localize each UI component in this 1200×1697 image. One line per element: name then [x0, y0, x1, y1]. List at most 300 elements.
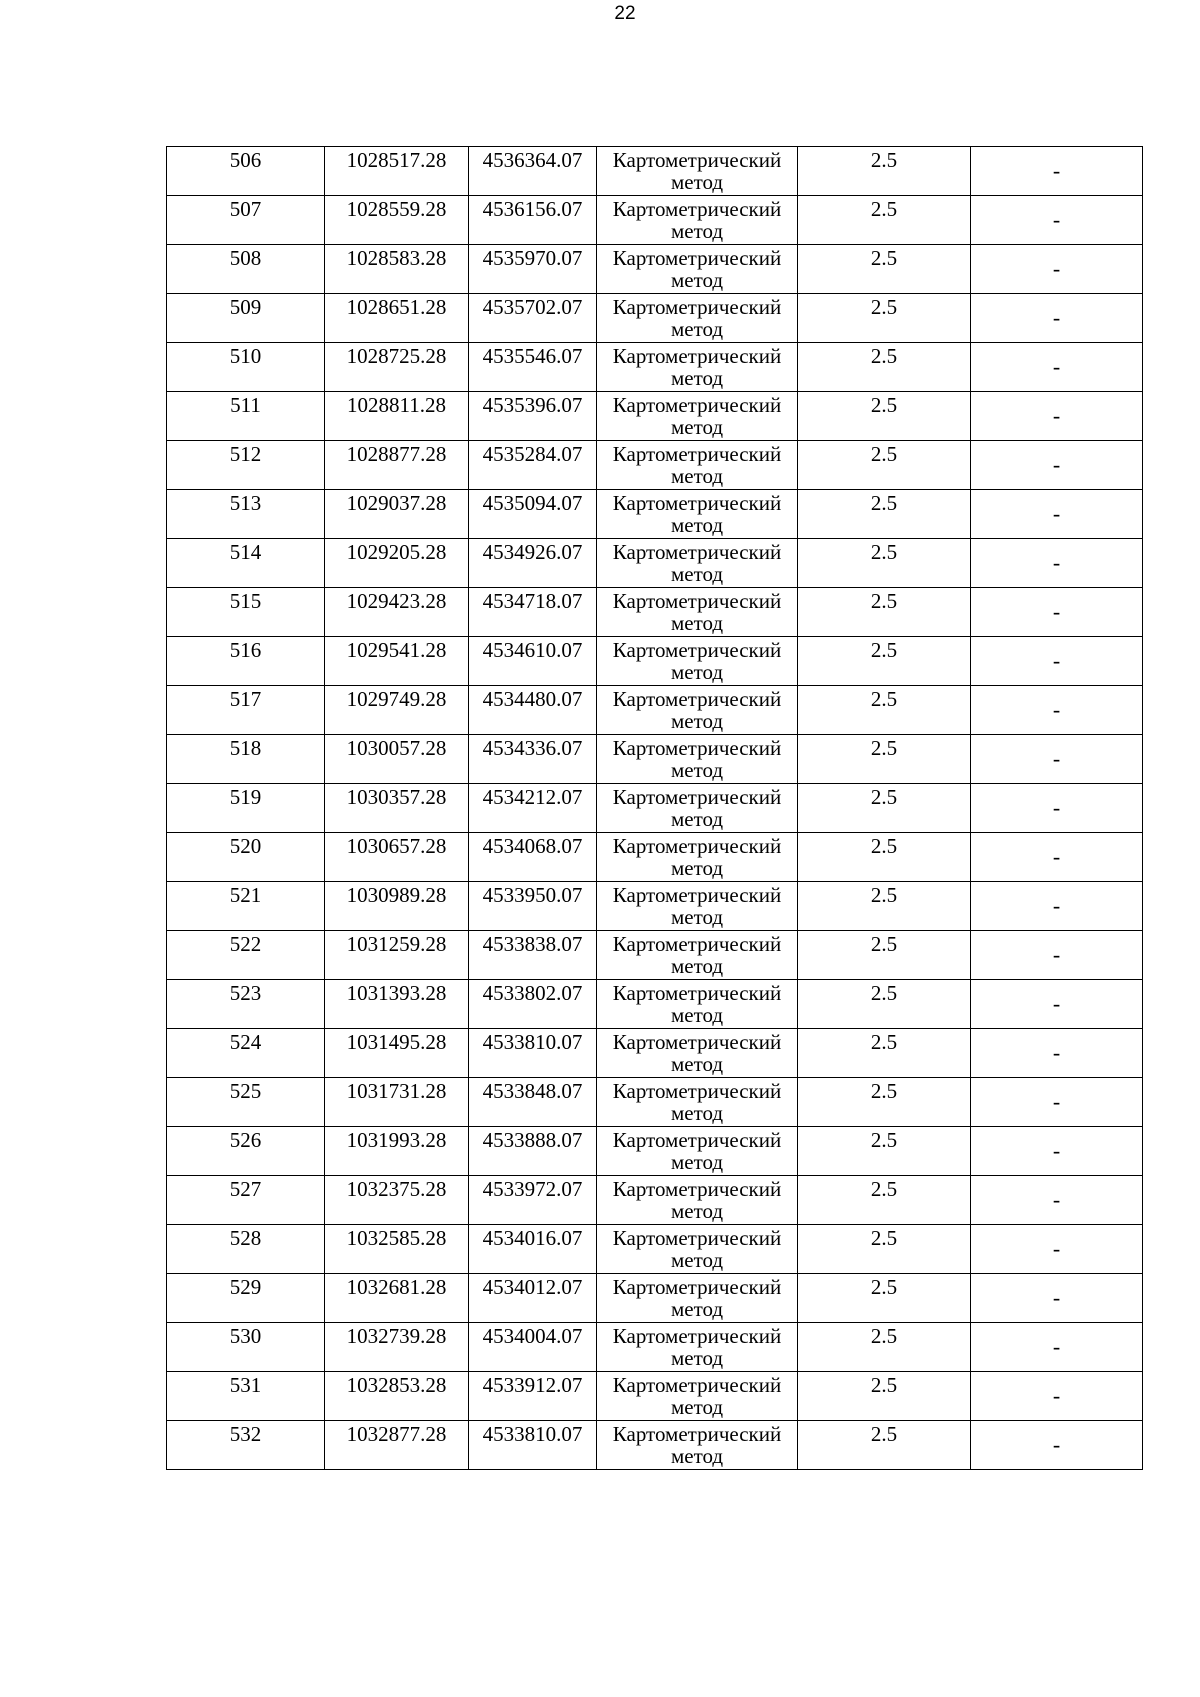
accuracy-cell-value: 2.5 — [870, 1373, 898, 1397]
x-coordinate-cell — [325, 1274, 469, 1323]
y-coordinate-cell — [469, 686, 597, 735]
y-coordinate-cell — [469, 735, 597, 784]
method-line-1: Картометрический — [612, 1128, 782, 1152]
y-coordinate-cell-value: 4534336.07 — [482, 736, 583, 760]
x-coordinate-cell — [325, 441, 469, 490]
y-coordinate-cell-value: 4533810.07 — [482, 1030, 583, 1054]
method-line-2: метод — [670, 856, 724, 880]
x-coordinate-cell-value: 1029205.28 — [346, 540, 447, 564]
point-number-cell-value: 529 — [229, 1275, 262, 1299]
point-number-cell — [167, 1225, 325, 1274]
method-line-2: метод — [670, 954, 724, 978]
point-number-cell-value: 517 — [229, 687, 262, 711]
x-coordinate-cell-value: 1028651.28 — [346, 295, 447, 319]
table-row — [167, 147, 1143, 196]
accuracy-cell-value: 2.5 — [870, 785, 898, 809]
method-line-2: метод — [670, 709, 724, 733]
point-number-cell — [167, 1274, 325, 1323]
method-line-1: Картометрический — [612, 491, 782, 515]
point-number-cell-value: 511 — [230, 393, 261, 417]
y-coordinate-cell — [469, 1323, 597, 1372]
accuracy-cell-value: 2.5 — [870, 1275, 898, 1299]
y-coordinate-cell-value: 4535094.07 — [482, 491, 583, 515]
table-row — [167, 588, 1143, 637]
x-coordinate-cell — [325, 735, 469, 784]
method-line-2: метод — [670, 807, 724, 831]
point-number-cell-value: 518 — [229, 736, 262, 760]
accuracy-cell-value: 2.5 — [870, 197, 898, 221]
accuracy-cell — [798, 1323, 971, 1372]
method-line-1: Картометрический — [612, 638, 782, 662]
x-coordinate-cell — [325, 294, 469, 343]
method-cell — [597, 588, 798, 637]
note-cell: - — [971, 147, 1143, 196]
y-coordinate-cell-value: 4533838.07 — [482, 932, 583, 956]
accuracy-cell-value: 2.5 — [870, 981, 898, 1005]
x-coordinate-cell — [325, 490, 469, 539]
method-line-1: Картометрический — [612, 1422, 782, 1446]
y-coordinate-cell-value: 4533888.07 — [482, 1128, 583, 1152]
y-coordinate-cell-value: 4533950.07 — [482, 883, 583, 907]
note-cell: - — [971, 1274, 1143, 1323]
method-line-1: Картометрический — [612, 687, 782, 711]
method-cell — [597, 784, 798, 833]
point-number-cell-value: 519 — [229, 785, 262, 809]
x-coordinate-cell — [325, 784, 469, 833]
table-row — [167, 392, 1143, 441]
point-number-cell-value: 527 — [229, 1177, 262, 1201]
method-line-1: Картометрический — [612, 834, 782, 858]
accuracy-cell-value: 2.5 — [870, 1079, 898, 1103]
x-coordinate-cell-value: 1030357.28 — [346, 785, 447, 809]
point-number-cell — [167, 882, 325, 931]
method-cell — [597, 147, 798, 196]
method-cell — [597, 931, 798, 980]
x-coordinate-cell-value: 1030657.28 — [346, 834, 447, 858]
y-coordinate-cell — [469, 1176, 597, 1225]
method-cell — [597, 1029, 798, 1078]
y-coordinate-cell — [469, 147, 597, 196]
point-number-cell — [167, 1372, 325, 1421]
y-coordinate-cell — [469, 1372, 597, 1421]
y-coordinate-cell — [469, 980, 597, 1029]
y-coordinate-cell — [469, 784, 597, 833]
y-coordinate-cell — [469, 1127, 597, 1176]
point-number-cell-value: 520 — [229, 834, 262, 858]
table-row — [167, 735, 1143, 784]
note-cell: - — [971, 1127, 1143, 1176]
y-coordinate-cell-value: 4534004.07 — [482, 1324, 583, 1348]
accuracy-cell — [798, 588, 971, 637]
table-row — [167, 637, 1143, 686]
point-number-cell — [167, 1078, 325, 1127]
table-row — [167, 1421, 1143, 1470]
note-cell: - — [971, 784, 1143, 833]
point-number-cell — [167, 686, 325, 735]
method-line-2: метод — [670, 1444, 724, 1468]
accuracy-cell-value: 2.5 — [870, 295, 898, 319]
method-cell — [597, 980, 798, 1029]
table-row — [167, 1372, 1143, 1421]
point-number-cell-value: 531 — [229, 1373, 262, 1397]
method-line-1: Картометрический — [612, 981, 782, 1005]
y-coordinate-cell-value: 4534718.07 — [482, 589, 583, 613]
note-cell: - — [971, 686, 1143, 735]
note-cell: - — [971, 637, 1143, 686]
point-number-cell-value: 523 — [229, 981, 262, 1005]
accuracy-cell — [798, 882, 971, 931]
accuracy-cell — [798, 1078, 971, 1127]
method-line-2: метод — [670, 317, 724, 341]
x-coordinate-cell-value: 1032739.28 — [346, 1324, 447, 1348]
point-number-cell — [167, 1176, 325, 1225]
accuracy-cell — [798, 1421, 971, 1470]
method-line-1: Картометрический — [612, 1030, 782, 1054]
method-line-2: метод — [670, 1150, 724, 1174]
point-number-cell — [167, 1029, 325, 1078]
accuracy-cell — [798, 294, 971, 343]
method-line-1: Картометрический — [612, 736, 782, 760]
x-coordinate-cell-value: 1031495.28 — [346, 1030, 447, 1054]
y-coordinate-cell-value: 4534926.07 — [482, 540, 583, 564]
method-line-2: метод — [670, 1395, 724, 1419]
method-line-1: Картометрический — [612, 883, 782, 907]
method-line-1: Картометрический — [612, 295, 782, 319]
x-coordinate-cell-value: 1031259.28 — [346, 932, 447, 956]
note-cell: - — [971, 931, 1143, 980]
x-coordinate-cell — [325, 1029, 469, 1078]
method-line-2: метод — [670, 464, 724, 488]
accuracy-cell — [798, 1372, 971, 1421]
y-coordinate-cell — [469, 343, 597, 392]
method-line-2: метод — [670, 562, 724, 586]
y-coordinate-cell — [469, 637, 597, 686]
y-coordinate-cell — [469, 1225, 597, 1274]
method-cell — [597, 1372, 798, 1421]
note-cell: - — [971, 245, 1143, 294]
point-number-cell-value: 508 — [229, 246, 262, 270]
x-coordinate-cell — [325, 1323, 469, 1372]
x-coordinate-cell — [325, 1176, 469, 1225]
point-number-cell-value: 514 — [229, 540, 262, 564]
method-cell — [597, 490, 798, 539]
point-number-cell — [167, 637, 325, 686]
table-row — [167, 441, 1143, 490]
method-line-1: Картометрический — [612, 589, 782, 613]
point-number-cell — [167, 490, 325, 539]
accuracy-cell-value: 2.5 — [870, 540, 898, 564]
point-number-cell-value: 507 — [229, 197, 262, 221]
method-cell — [597, 686, 798, 735]
x-coordinate-cell-value: 1031393.28 — [346, 981, 447, 1005]
method-line-1: Картометрический — [612, 1275, 782, 1299]
accuracy-cell-value: 2.5 — [870, 638, 898, 662]
x-coordinate-cell — [325, 1421, 469, 1470]
method-line-2: метод — [670, 1003, 724, 1027]
point-number-cell-value: 525 — [229, 1079, 262, 1103]
note-cell: - — [971, 196, 1143, 245]
method-line-2: метод — [670, 1248, 724, 1272]
table-row — [167, 1274, 1143, 1323]
method-line-2: метод — [670, 758, 724, 782]
method-line-2: метод — [670, 660, 724, 684]
method-cell — [597, 343, 798, 392]
accuracy-cell — [798, 196, 971, 245]
x-coordinate-cell-value: 1031731.28 — [346, 1079, 447, 1103]
point-number-cell-value: 524 — [229, 1030, 262, 1054]
y-coordinate-cell-value: 4534610.07 — [482, 638, 583, 662]
accuracy-cell-value: 2.5 — [870, 491, 898, 515]
x-coordinate-cell — [325, 539, 469, 588]
point-number-cell — [167, 735, 325, 784]
x-coordinate-cell-value: 1032853.28 — [346, 1373, 447, 1397]
method-line-1: Картометрический — [612, 197, 782, 221]
method-cell — [597, 1225, 798, 1274]
x-coordinate-cell-value: 1029749.28 — [346, 687, 447, 711]
y-coordinate-cell — [469, 441, 597, 490]
method-line-2: метод — [670, 1052, 724, 1076]
method-line-2: метод — [670, 611, 724, 635]
note-cell: - — [971, 441, 1143, 490]
accuracy-cell-value: 2.5 — [870, 1177, 898, 1201]
accuracy-cell-value: 2.5 — [870, 246, 898, 270]
table-row — [167, 1127, 1143, 1176]
point-number-cell — [167, 931, 325, 980]
method-line-2: метод — [670, 1101, 724, 1125]
point-number-cell — [167, 147, 325, 196]
y-coordinate-cell — [469, 1029, 597, 1078]
y-coordinate-cell-value: 4534480.07 — [482, 687, 583, 711]
y-coordinate-cell — [469, 294, 597, 343]
table-row — [167, 686, 1143, 735]
x-coordinate-cell-value: 1032375.28 — [346, 1177, 447, 1201]
method-line-1: Картометрический — [612, 148, 782, 172]
y-coordinate-cell-value: 4535546.07 — [482, 344, 583, 368]
method-line-2: метод — [670, 905, 724, 929]
accuracy-cell — [798, 735, 971, 784]
point-number-cell-value: 528 — [229, 1226, 262, 1250]
note-cell: - — [971, 1176, 1143, 1225]
method-cell — [597, 1323, 798, 1372]
accuracy-cell — [798, 1029, 971, 1078]
method-line-2: метод — [670, 415, 724, 439]
accuracy-cell — [798, 441, 971, 490]
x-coordinate-cell — [325, 686, 469, 735]
accuracy-cell — [798, 392, 971, 441]
accuracy-cell-value: 2.5 — [870, 834, 898, 858]
x-coordinate-cell-value: 1030057.28 — [346, 736, 447, 760]
y-coordinate-cell-value: 4533802.07 — [482, 981, 583, 1005]
accuracy-cell — [798, 931, 971, 980]
note-cell: - — [971, 1225, 1143, 1274]
accuracy-cell — [798, 490, 971, 539]
method-line-2: метод — [670, 219, 724, 243]
method-cell — [597, 1274, 798, 1323]
accuracy-cell — [798, 1274, 971, 1323]
point-number-cell — [167, 980, 325, 1029]
point-number-cell — [167, 294, 325, 343]
accuracy-cell-value: 2.5 — [870, 687, 898, 711]
y-coordinate-cell-value: 4534068.07 — [482, 834, 583, 858]
y-coordinate-cell — [469, 1274, 597, 1323]
method-line-1: Картометрический — [612, 932, 782, 956]
coordinates-table-body — [167, 147, 1143, 1470]
point-number-cell — [167, 1323, 325, 1372]
x-coordinate-cell — [325, 833, 469, 882]
point-number-cell — [167, 539, 325, 588]
y-coordinate-cell — [469, 1078, 597, 1127]
y-coordinate-cell-value: 4535702.07 — [482, 295, 583, 319]
accuracy-cell-value: 2.5 — [870, 932, 898, 956]
x-coordinate-cell-value: 1030989.28 — [346, 883, 447, 907]
accuracy-cell-value: 2.5 — [870, 148, 898, 172]
accuracy-cell — [798, 343, 971, 392]
note-cell: - — [971, 833, 1143, 882]
point-number-cell — [167, 1421, 325, 1470]
point-number-cell-value: 512 — [229, 442, 262, 466]
method-cell — [597, 735, 798, 784]
point-number-cell — [167, 196, 325, 245]
accuracy-cell — [798, 686, 971, 735]
table-row — [167, 980, 1143, 1029]
method-line-1: Картометрический — [612, 1324, 782, 1348]
point-number-cell-value: 513 — [229, 491, 262, 515]
x-coordinate-cell — [325, 1372, 469, 1421]
method-line-2: метод — [670, 1346, 724, 1370]
accuracy-cell-value: 2.5 — [870, 344, 898, 368]
y-coordinate-cell-value: 4534016.07 — [482, 1226, 583, 1250]
method-line-1: Картометрический — [612, 1373, 782, 1397]
method-cell — [597, 196, 798, 245]
x-coordinate-cell — [325, 245, 469, 294]
method-cell — [597, 392, 798, 441]
point-number-cell-value: 506 — [229, 148, 262, 172]
method-line-2: метод — [670, 1199, 724, 1223]
point-number-cell-value: 532 — [229, 1422, 262, 1446]
y-coordinate-cell — [469, 833, 597, 882]
y-coordinate-cell-value: 4536156.07 — [482, 197, 583, 221]
note-cell: - — [971, 882, 1143, 931]
x-coordinate-cell-value: 1032877.28 — [346, 1422, 447, 1446]
table-row — [167, 343, 1143, 392]
accuracy-cell — [798, 784, 971, 833]
y-coordinate-cell — [469, 588, 597, 637]
y-coordinate-cell — [469, 539, 597, 588]
point-number-cell-value: 522 — [229, 932, 262, 956]
y-coordinate-cell-value: 4533972.07 — [482, 1177, 583, 1201]
method-line-2: метод — [670, 366, 724, 390]
y-coordinate-cell-value: 4534212.07 — [482, 785, 583, 809]
table-row — [167, 784, 1143, 833]
page-number: 22 — [614, 3, 636, 24]
accuracy-cell-value: 2.5 — [870, 393, 898, 417]
method-line-1: Картометрический — [612, 1079, 782, 1103]
x-coordinate-cell — [325, 343, 469, 392]
method-cell — [597, 441, 798, 490]
method-cell — [597, 1078, 798, 1127]
point-number-cell-value: 510 — [229, 344, 262, 368]
x-coordinate-cell-value: 1028583.28 — [346, 246, 447, 270]
point-number-cell — [167, 245, 325, 294]
y-coordinate-cell — [469, 392, 597, 441]
table-row — [167, 1225, 1143, 1274]
accuracy-cell-value: 2.5 — [870, 442, 898, 466]
accuracy-cell-value: 2.5 — [870, 1226, 898, 1250]
method-cell — [597, 882, 798, 931]
y-coordinate-cell-value: 4534012.07 — [482, 1275, 583, 1299]
accuracy-cell — [798, 980, 971, 1029]
table-row — [167, 882, 1143, 931]
y-coordinate-cell — [469, 196, 597, 245]
point-number-cell — [167, 441, 325, 490]
table-row — [167, 245, 1143, 294]
x-coordinate-cell-value: 1028725.28 — [346, 344, 447, 368]
table-row — [167, 1029, 1143, 1078]
y-coordinate-cell — [469, 882, 597, 931]
point-number-cell — [167, 343, 325, 392]
x-coordinate-cell-value: 1028517.28 — [346, 148, 447, 172]
note-cell: - — [971, 1372, 1143, 1421]
x-coordinate-cell-value: 1029037.28 — [346, 491, 447, 515]
x-coordinate-cell — [325, 588, 469, 637]
point-number-cell — [167, 588, 325, 637]
point-number-cell-value: 530 — [229, 1324, 262, 1348]
note-cell: - — [971, 392, 1143, 441]
accuracy-cell — [798, 1176, 971, 1225]
coordinates-table — [166, 146, 1143, 1470]
y-coordinate-cell-value: 4533848.07 — [482, 1079, 583, 1103]
accuracy-cell-value: 2.5 — [870, 1030, 898, 1054]
table-row — [167, 490, 1143, 539]
method-line-2: метод — [670, 268, 724, 292]
method-cell — [597, 1421, 798, 1470]
x-coordinate-cell — [325, 147, 469, 196]
x-coordinate-cell-value: 1028811.28 — [347, 393, 446, 417]
method-line-1: Картометрический — [612, 246, 782, 270]
accuracy-cell — [798, 147, 971, 196]
x-coordinate-cell — [325, 882, 469, 931]
accuracy-cell — [798, 1225, 971, 1274]
y-coordinate-cell-value: 4533810.07 — [482, 1422, 583, 1446]
table-row — [167, 196, 1143, 245]
y-coordinate-cell-value: 4535396.07 — [482, 393, 583, 417]
note-cell: - — [971, 490, 1143, 539]
x-coordinate-cell — [325, 1127, 469, 1176]
accuracy-cell — [798, 833, 971, 882]
x-coordinate-cell — [325, 392, 469, 441]
note-cell: - — [971, 1029, 1143, 1078]
table-row — [167, 1078, 1143, 1127]
note-cell: - — [971, 735, 1143, 784]
note-cell: - — [971, 1421, 1143, 1470]
note-cell: - — [971, 539, 1143, 588]
method-line-2: метод — [670, 513, 724, 537]
point-number-cell-value: 515 — [229, 589, 262, 613]
table-row — [167, 833, 1143, 882]
x-coordinate-cell-value: 1029423.28 — [346, 589, 447, 613]
y-coordinate-cell-value: 4533912.07 — [482, 1373, 583, 1397]
method-line-1: Картометрический — [612, 540, 782, 564]
accuracy-cell-value: 2.5 — [870, 736, 898, 760]
x-coordinate-cell — [325, 196, 469, 245]
point-number-cell — [167, 392, 325, 441]
x-coordinate-cell — [325, 1225, 469, 1274]
note-cell: - — [971, 588, 1143, 637]
accuracy-cell — [798, 539, 971, 588]
x-coordinate-cell — [325, 1078, 469, 1127]
y-coordinate-cell — [469, 931, 597, 980]
point-number-cell — [167, 833, 325, 882]
